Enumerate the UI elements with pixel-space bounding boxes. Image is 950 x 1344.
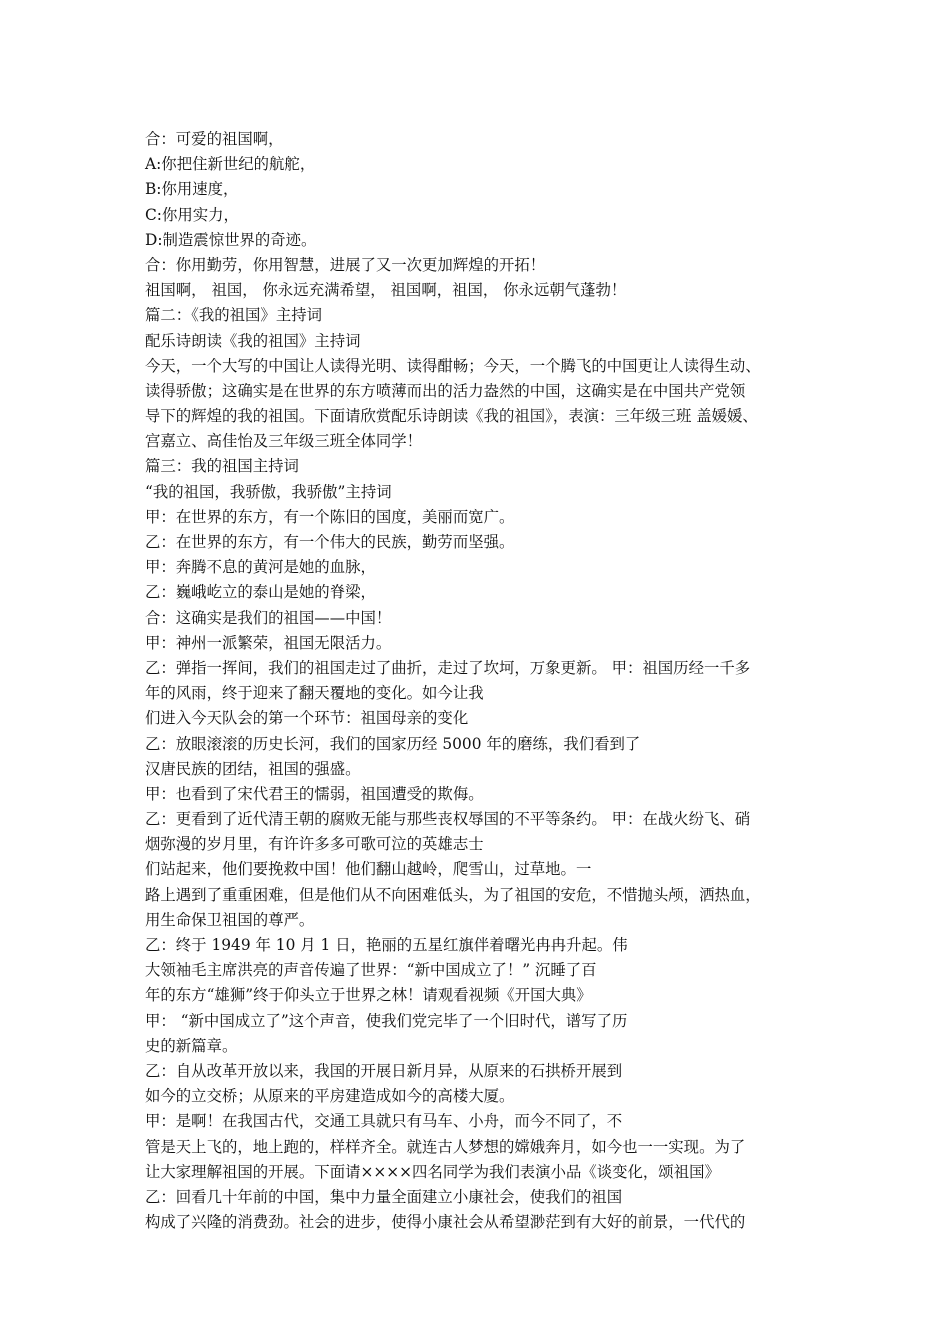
- text-line: D:制造震惊世界的奇迹。: [145, 230, 317, 249]
- text-line: 乙：终于 1949 年 10 月 1 日，艳丽的五星红旗伴着曙光冉冉升起。伟: [145, 936, 628, 954]
- text-line: 年的东方“雄狮”终于仰头立于世界之林！请观看视频《开国大典》: [145, 986, 592, 1005]
- text-line: 甲： “新中国成立了”这个声音，使我们党完毕了一个旧时代，谱写了历: [145, 1011, 628, 1030]
- text-line: 烟弥漫的岁月里，有许许多多可歌可泣的英雄志士: [145, 835, 484, 854]
- text-line: 让大家理解祖国的开展。下面请××××四名同学为我们表演小品《谈变化，颂祖国》: [145, 1162, 720, 1181]
- text-line: 合：你用勤劳，你用智慧，进展了又一次更加辉煌的开拓！: [145, 255, 546, 274]
- text-line: 导下的辉煌的我的祖国。下面请欣赏配乐诗朗读《我的祖国》，表演：三年级三班 盖媛媛、: [145, 407, 758, 426]
- text-line: 乙：放眼滚滚的历史长河，我们的国家历经 5000 年的磨练，我们看到了: [145, 734, 641, 753]
- text-line: 读得骄傲；这确实是在世界的东方喷薄而出的活力盎然的中国，这确实是在中国共产党领: [145, 381, 746, 400]
- text-line: 甲：神州一派繁荣，祖国无限活力。: [145, 633, 392, 652]
- text-line: 甲：奔腾不息的黄河是她的血脉，: [145, 558, 376, 577]
- text-line: 汉唐民族的团结，祖国的强盛。: [145, 759, 361, 778]
- text-line: 路上遇到了重重困难，但是他们从不向困难低头，为了祖国的安危，不惜抛头颅，洒热血，: [145, 885, 761, 904]
- text-line: “我的祖国，我骄傲，我骄傲”主持词: [145, 482, 392, 501]
- text-line: 大领袖毛主席洪亮的声音传遍了世界：“新中国成立了！” 沉睡了百: [145, 961, 597, 980]
- text-line: 乙：自从改革开放以来，我国的开展日新月异，从原来的石拱桥开展到: [145, 1061, 623, 1080]
- text-line: 甲：是啊！在我国古代，交通工具就只有马车、小舟，而今不同了，不: [145, 1112, 623, 1131]
- text-line: 乙：回看几十年前的中国，集中力量全面建立小康社会，使我们的祖国: [145, 1187, 623, 1206]
- text-line: 乙：弹指一挥间，我们的祖国走过了曲折，走过了坎坷，万象更新。 甲：祖国历经一千多: [145, 658, 751, 677]
- text-line: C:你用实力，: [145, 205, 239, 224]
- text-line: A:你把住新世纪的航舵，: [145, 155, 316, 174]
- text-line: 篇三：我的祖国主持词: [145, 457, 299, 476]
- text-line: 如今的立交桥；从原来的平房建造成如今的高楼大厦。: [145, 1087, 515, 1106]
- document-body: [145, 127, 825, 1235]
- text-line: 史的新篇章。: [145, 1036, 238, 1055]
- text-line: 合：可爱的祖国啊，: [145, 130, 284, 148]
- text-line: 们站起来，他们要挽救中国！他们翻山越岭，爬雪山，过草地。一: [145, 860, 592, 879]
- text-line: 甲：也看到了宋代君王的懦弱，祖国遭受的欺侮。: [145, 784, 484, 803]
- text-line: 乙：巍峨屹立的泰山是她的脊梁，: [145, 583, 376, 602]
- text-line: 甲：在世界的东方，有一个陈旧的国度，美丽而宽广。: [145, 507, 515, 526]
- text-line: 用生命保卫祖国的尊严。: [145, 910, 315, 929]
- text-line: 构成了兴隆的消费劲。社会的进步，使得小康社会从希望渺茫到有大好的前景，一代代的: [145, 1213, 746, 1232]
- text-line: 配乐诗朗读《我的祖国》主持词: [145, 331, 361, 350]
- text-line: 年的风雨，终于迎来了翻天覆地的变化。如今让我: [145, 684, 484, 703]
- text-line: 乙：更看到了近代清王朝的腐败无能与那些丧权辱国的不平等条约。 甲：在战火纷飞、硝: [145, 810, 751, 829]
- text-line: 祖国啊， 祖国， 你永远充满希望， 祖国啊，祖国， 你永远朝气蓬勃！: [145, 281, 627, 300]
- text-line: 篇二：《我的祖国》主持词: [145, 306, 322, 325]
- text-line: 管是天上飞的，地上跑的，样样齐全。就连古人梦想的嫦娥奔月，如今也一一实现。为了: [145, 1137, 746, 1156]
- text-line: B:你用速度，: [145, 180, 239, 199]
- text-line: 们进入今天队会的第一个环节：祖国母亲的变化: [145, 709, 469, 728]
- text-line: 乙：在世界的东方，有一个伟大的民族，勤劳而坚强。: [145, 533, 515, 551]
- text-line: 今天，一个大写的中国让人读得光明、读得酣畅；今天，一个腾飞的中国更让人读得生动、: [145, 356, 761, 375]
- text-line: 合：这确实是我们的祖国——中国！: [145, 608, 392, 627]
- text-line: 宫嘉立、高佳怡及三年级三班全体同学！: [145, 432, 423, 451]
